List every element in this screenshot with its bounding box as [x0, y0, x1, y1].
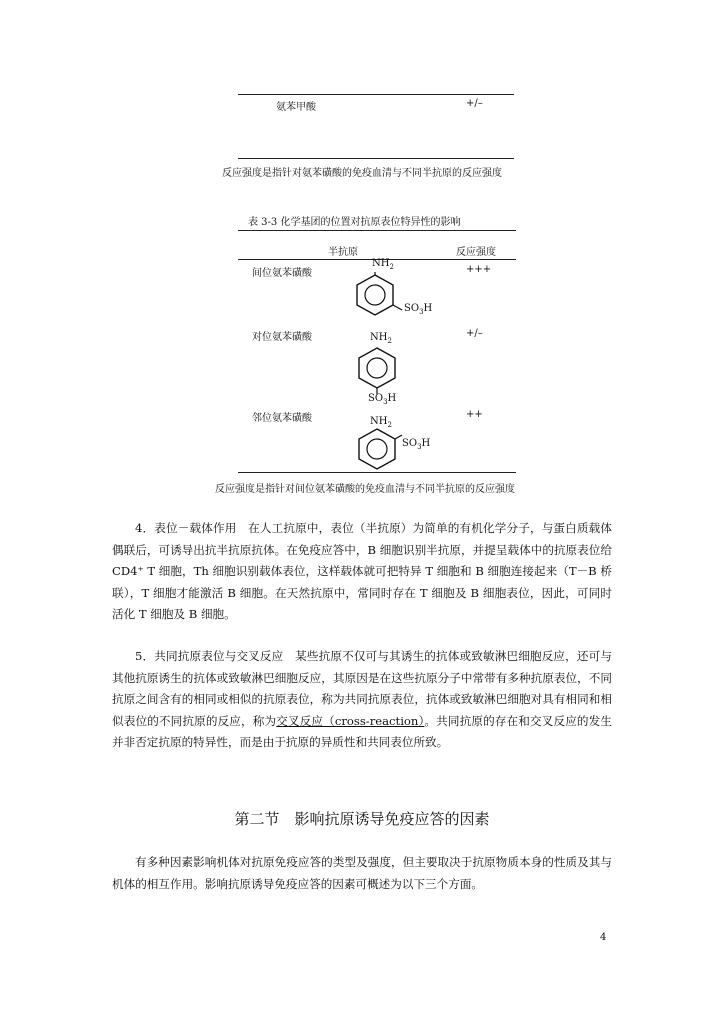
paragraph-text: 。共同抗原的存在和交叉反应的发生并非否定抗原的特异性，而是由于抗原的异质性和共同表位所致。 [112, 713, 612, 750]
table2-top-rule [238, 230, 516, 231]
table1-row-value: +/– [466, 98, 483, 109]
table2-row-label: 间位氨苯磺酸 [252, 268, 312, 279]
table2-row-value: +++ [466, 264, 492, 275]
so3h-label: $SO_3H$ [402, 438, 431, 451]
table1-top-rule [238, 94, 514, 95]
ortho-aminobenzenesulfonic-acid-structure [356, 426, 406, 472]
table1-footnote: 反应强度是指针对氨苯磺酸的免疫血清与不同半抗原的反应强度 [222, 168, 502, 179]
table2-row-label: 对位氨苯磺酸 [252, 332, 312, 343]
paragraph-epitope-carrier: 4．表位－载体作用 在人工抗原中，表位（半抗原）为简单的有机化学分子，与蛋白质载体偶联后，可诱导出抗半抗原抗体。在免疫应答中，B 细胞识别半抗原，并提呈载体中的抗原表位给 CD4⁺ T 细胞，Th 细胞识别载体表位，这样载体就可把特异 T 细胞和 B 细胞连接起来（T－B 桥联），T 细胞才能激活 B 细胞。在天然抗原中，常同时存在 T 细胞及 B 细胞表位，因此，可同时活化 T 细胞及 B 细胞。 [112, 521, 612, 622]
nh2-label: $NH_2$ [370, 416, 392, 429]
nh2-label: $NH_2$ [372, 258, 394, 271]
page-number: 4 [600, 932, 607, 943]
table2-bottom-rule [238, 472, 516, 473]
table2-footnote: 反应强度是指针对间位氨苯磺酸的免疫血清与不同半抗原的反应强度 [215, 484, 515, 495]
table2-caption: 表 3-3 化学基团的位置对抗原表位特异性的影响 [248, 217, 461, 228]
table1-row-label: 氨苯甲酸 [276, 102, 316, 113]
table2-row-value: +/– [466, 328, 483, 339]
table1-bottom-rule [238, 158, 514, 159]
paragraph-factors-intro: 有多种因素影响机体对抗原免疫应答的类型及强度，但主要取决于抗原物质本身的性质及其与机体的相互作用。影响抗原诱导免疫应答的因素可概述为以下三个方面。 [112, 855, 612, 891]
table2-row-value: ++ [466, 409, 483, 420]
nh2-label: $NH_2$ [370, 332, 392, 345]
cross-reaction-term: 交叉反应（cross-reaction） [276, 713, 425, 728]
table2-row-label: 邻位氨苯磺酸 [252, 413, 312, 424]
table2-header-hapten: 半抗原 [328, 247, 358, 258]
so3h-label: $SO_3H$ [368, 393, 397, 406]
section-heading: 第二节 影响抗原诱导免疫应答的因素 [234, 810, 490, 828]
paragraph-cross-reaction [112, 646, 612, 754]
so3h-label: $SO_3H$ [404, 303, 433, 316]
paragraph-text: 5．共同抗原表位与交叉反应 某些抗原不仅可与其诱生的抗体或致敏淋巴细胞反应，还可与其他抗原诱生的抗体或致敏淋巴细胞反应，其原因是在这些抗原分子中常带有多种抗原表位，不同抗原之间含有的相同或相似的抗原表位，称为共同抗原表位，抗体或致敏淋巴细胞对具有相同和相似表位的不同抗原的反应，称为 [112, 649, 612, 728]
table2-header-strength: 反应强度 [456, 247, 496, 258]
meta-aminobenzenesulfonic-acid-structure [352, 272, 422, 324]
para-aminobenzenesulfonic-acid-structure [352, 346, 402, 396]
